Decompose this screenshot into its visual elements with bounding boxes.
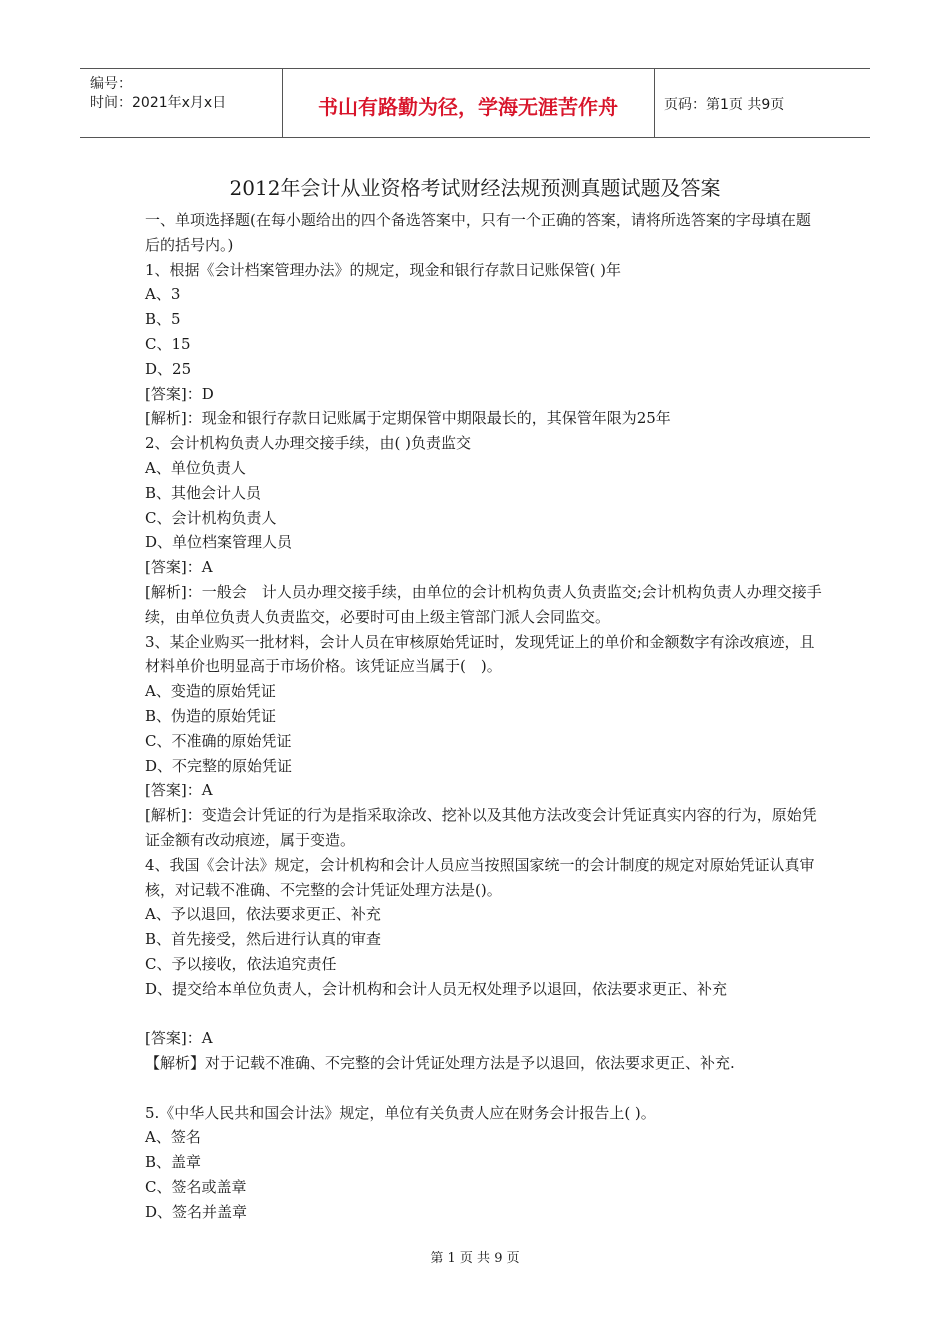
q2-option-d: D、单位档案管理人员 [145,533,293,552]
document-body [145,208,825,1225]
q2-answer: [答案]：A [145,558,213,577]
question-3: 3、某企业购买一批材料，会计人员在审核原始凭证时，发现凭证上的单价和金额数字有涂改痕迹，且材料单价也明显高于市场价格。该凭证应当属于( )。 [145,632,815,676]
q1-option-a: A、3 [145,285,181,304]
question-5: 5.《中华人民共和国会计法》规定，单位有关负责人应在财务会计报告上( )。 [145,1103,656,1122]
section-heading: 一、单项选择题(在每小题给出的四个备选答案中，只有一个正确的答案，请将所选答案的字母填在题后的括号内。) [145,211,811,254]
q1-option-d: D、25 [145,359,192,378]
q4-option-d: D、提交给本单位负责人，会计机构和会计人员无权处理予以退回，依法要求更正、补充 [145,979,728,998]
q2-option-b: B、其他会计人员 [145,483,262,502]
q2-option-a: A、单位负责人 [145,458,246,477]
q4-answer: [答案]：A [145,1029,213,1048]
document-number-label: 编号： [90,76,132,92]
spacer [145,1002,825,1027]
header-page-cell [654,69,870,137]
q1-analysis: [解析]：现金和银行存款日记账属于定期保管中期限最长的，其保管年限为25年 [145,409,671,428]
q1-option-c: C、15 [145,334,191,353]
header-page-info: 页码：第1页 共9页 [664,97,785,113]
document-time-label: 时间：2021年x月x日 [90,95,227,111]
q4-analysis: 【解析】对于记载不准确、不完整的会计凭证处理方法是予以退回，依法要求更正、补充. [145,1054,735,1073]
q4-option-b: B、首先接受，然后进行认真的审查 [145,930,382,949]
q5-option-d: D、签名并盖章 [145,1202,248,1221]
question-4: 4、我国《会计法》规定，会计机构和会计人员应当按照国家统一的会计制度的规定对原始凭证认真审核，对记载不准确、不完整的会计凭证处理方法是()。 [145,855,815,899]
q3-option-c: C、不准确的原始凭证 [145,731,292,750]
question-1: 1、根据《会计档案管理办法》的规定，现金和银行存款日记账保管( )年 [145,260,622,279]
q1-answer: [答案]：D [145,384,214,403]
q4-option-c: C、予以接收，依法追究责任 [145,954,337,973]
document-title: 2012年会计从业资格考试财经法规预测真题试题及答案 [229,176,721,200]
header-motto-cell [282,69,655,137]
header-meta-cell [80,69,283,137]
q3-analysis: [解析]：变造会计凭证的行为是指采取涂改、挖补以及其他方法改变会计凭证真实内容的行为，原始凭证金额有改动痕迹，属于变造。 [145,806,817,849]
q5-option-a: A、签名 [145,1128,201,1147]
header-motto: 书山有路勤为径，学海无涯苦作舟 [318,95,618,119]
question-2: 2、会计机构负责人办理交接手续，由( )负责监交 [145,434,472,453]
q5-option-b: B、盖章 [145,1153,202,1172]
q3-option-d: D、不完整的原始凭证 [145,756,293,775]
q2-option-c: C、会计机构负责人 [145,508,277,527]
page-header [80,68,870,138]
q5-option-c: C、签名或盖章 [145,1178,247,1197]
q3-option-b: B、伪造的原始凭证 [145,706,277,725]
spacer [145,1076,825,1101]
q1-option-b: B、5 [145,310,181,329]
page-footer: 第 1 页 共 9 页 [430,1251,520,1266]
q3-answer: [答案]：A [145,781,213,800]
q4-option-a: A、予以退回，依法要求更正、补充 [145,905,381,924]
q3-option-a: A、变造的原始凭证 [145,682,276,701]
q2-analysis: [解析]：一般会 计人员办理交接手续，由单位的会计机构负责人负责监交;会计机构负责人办理交接手续，由单位负责人负责监交，必要时可由上级主管部门派人会同监交。 [145,582,822,626]
